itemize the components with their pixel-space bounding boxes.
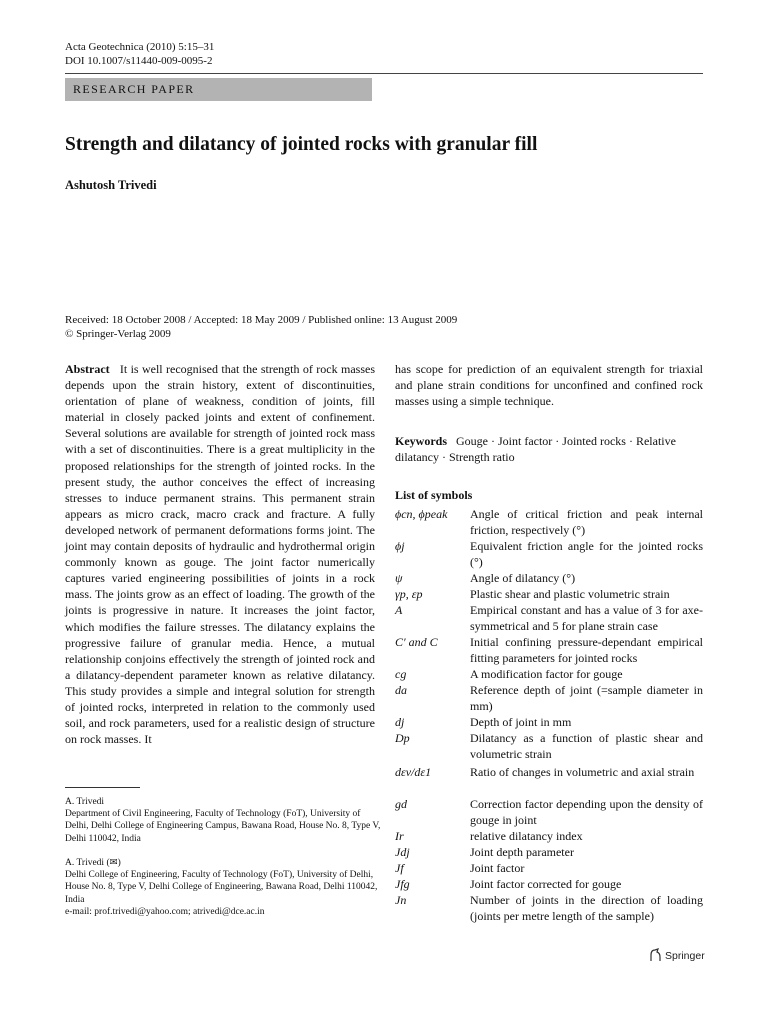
symbol-description: Ratio of changes in volumetric and axial strain	[470, 765, 695, 779]
keywords	[395, 433, 703, 465]
affiliation-name: A. Trivedi (✉)	[65, 858, 121, 868]
symbol-description: Correction factor depending upon the density of gouge in joint	[470, 797, 703, 827]
keywords-label: Keywords	[395, 434, 447, 448]
abstract-label: Abstract	[65, 362, 110, 376]
symbol: A	[395, 603, 403, 617]
affiliation-name: A. Trivedi	[65, 797, 105, 807]
affiliation-rule	[65, 787, 140, 788]
author-name: Ashutosh Trivedi	[65, 178, 157, 192]
publication-dates	[65, 313, 457, 341]
symbol: dεv/dε1	[395, 765, 432, 779]
symbol-description: Number of joints in the direction of loading (joints per metre length of the sample)	[470, 893, 703, 923]
abstract	[65, 361, 375, 747]
symbol-description: Initial confining pressure-dependant empirical fitting parameters for jointed rocks	[470, 635, 703, 665]
springer-horse-icon	[649, 948, 662, 962]
symbol: Ir	[395, 829, 404, 843]
affiliation-address: Delhi College of Engineering, Faculty of Technology (FoT), University of Delhi, House No. 8, Type V, Delhi College of Engineering, Bawana Road, Delhi 110042, India	[65, 870, 378, 905]
symbol-description: Joint factor corrected for gouge	[470, 877, 622, 891]
symbol: dj	[395, 715, 405, 729]
symbol-description: Empirical constant and has a value of 3 for axe-symmetrical and 5 for plane strain case	[470, 603, 703, 633]
symbol: ψ	[395, 571, 403, 585]
dates-line: Received: 18 October 2008 / Accepted: 18 May 2009 / Published online: 13 August 2009	[65, 314, 458, 326]
keywords-text: Gouge · Joint factor · Jointed rocks · Relative dilatancy · Strength ratio	[395, 434, 676, 465]
symbol-description: A modification factor for gouge	[470, 667, 623, 681]
abstract-continuation: has scope for prediction of an equivalent strength for triaxial and plane strain conditions for unconfined and confined rock masses using a simple technique.	[395, 362, 703, 409]
symbol-description: relative dilatancy index	[470, 829, 583, 843]
symbol: Dp	[395, 731, 410, 745]
abstract-text: It is well recognised that the strength of rock masses depends upon the strain history, extent of discontinuities, orientation of plane of weakness, condition of joints, fill material in closely packed joints and extent of confinement. Several solutions are available for strength of jointed rock mass with a set of discontinuities. There is a great multiplicity in the proposed relationships for the strength of jointed rocks. In the present study, the author conceives the effect of increasing stresses to induce permanent strains. This permanent strain appears as micro crack, macro crack and fracture. A fully developed network of permanent deformations forms joint. The joint may contain deposits of hydraulic and hydrothermal origin commonly known as gouge. The joint factor numerically captures varied engineering possibilities of joints in a rock mass. The joints grow as an effect of loading. The growth of the joints is progressive in nature. It increases the joint factor, which modifies the failure stresses. The dilatancy explains the progressive failure of granular media. Hence, a mutual relationship conjoins effectively the strength of jointed rock and a dilatancy-dependent parameter known as relative dilatancy. This study provides a simple and integral solution for strength of jointed rocks, interpreted in relation to the commonly used soil, and rock parameters, used for a realistic design of structure on rock masses. It	[65, 362, 375, 747]
symbol-description: Angle of dilatancy (°)	[470, 571, 576, 585]
affiliation-1	[65, 796, 385, 845]
symbol-description: Plastic shear and plastic volumetric strain	[470, 587, 670, 601]
doi[interactable]: DOI 10.1007/s11440-009-0095-2	[65, 55, 213, 67]
copyright-line: © Springer-Verlag 2009	[65, 328, 171, 340]
symbol: Jdj	[395, 845, 410, 859]
symbol: da	[395, 683, 407, 697]
symbol-description: Joint depth parameter	[470, 845, 574, 859]
symbol: cg	[395, 667, 407, 681]
symbol: Jn	[395, 893, 407, 907]
symbol: gd	[395, 797, 407, 811]
symbol-description: Depth of joint in mm	[470, 715, 572, 729]
symbol: ϕcn, ϕpeak	[395, 507, 448, 521]
symbol: C′ and C	[395, 635, 438, 649]
header-rule	[65, 73, 703, 74]
affiliation-2	[65, 857, 385, 918]
symbol-description: Angle of critical friction and peak internal friction, respectively (°)	[470, 507, 703, 537]
symbol: Jf	[395, 861, 404, 875]
publisher-name: Springer	[665, 950, 705, 962]
symbol-description: Reference depth of joint (=sample diameter in mm)	[470, 683, 703, 713]
affiliation-email[interactable]: e-mail: prof.trivedi@yahoo.com; atrivedi@dce.ac.in	[65, 906, 265, 917]
symbols-heading: List of symbols	[395, 488, 473, 502]
symbol-description: Dilatancy as a function of plastic shear and volumetric strain	[470, 731, 703, 761]
publisher-logo	[649, 948, 705, 962]
symbol-description: Joint factor	[470, 861, 525, 875]
symbol: Jfg	[395, 877, 410, 891]
affiliation-address: Department of Civil Engineering, Faculty of Technology (FoT), University of Delhi, Delhi College of Engineering Campus, Bawana Road, House No. 8, Type V, Delhi 110042, India	[65, 809, 381, 844]
journal-citation: Acta Geotechnica (2010) 5:15–31	[65, 41, 215, 53]
symbol-description: Equivalent friction angle for the jointed rocks (°)	[470, 539, 703, 569]
article-type-badge: RESEARCH PAPER	[65, 78, 372, 101]
journal-header	[65, 40, 214, 68]
symbol: ϕj	[395, 539, 405, 553]
symbol: γp, εp	[395, 587, 423, 601]
paper-title: Strength and dilatancy of jointed rocks with granular fill	[65, 134, 538, 155]
